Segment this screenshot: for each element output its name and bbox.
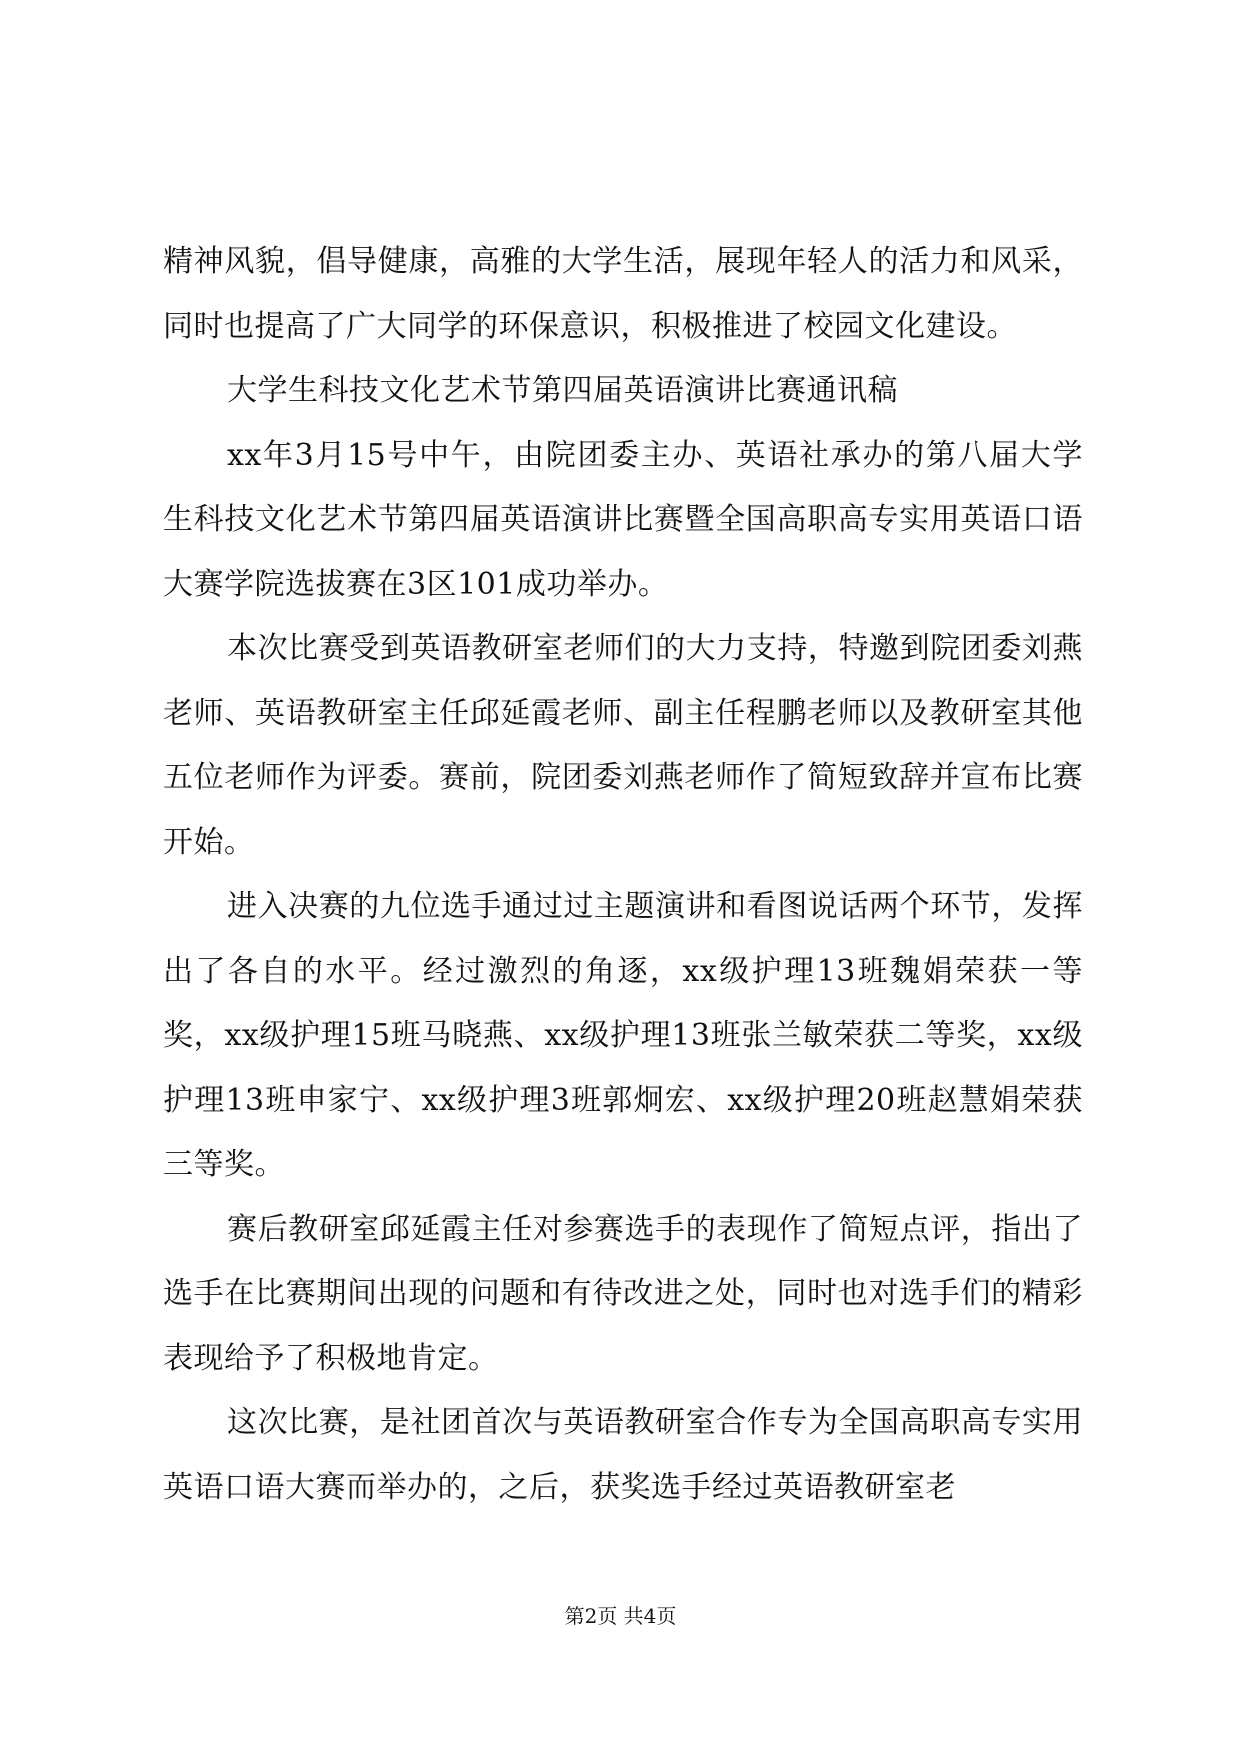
page-number-footer: 第2页 共4页 [564, 1604, 677, 1628]
paragraph-heading: 大学生科技文化艺术节第四届英语演讲比赛通讯稿 [227, 373, 898, 408]
paragraph-judges: 本次比赛受到英语教研室老师们的大力支持，特邀到院团委刘燕老师、英语教研室主任邱延霞老师、副主任程鹏老师以及教研室其他五位老师作为评委。赛前，院团委刘燕老师作了简短致辞并宣布比赛开始。 [163, 631, 1083, 860]
paragraph-review: 赛后教研室邱延霞主任对参赛选手的表现作了简短点评，指出了选手在比赛期间出现的问题和有待改进之处，同时也对选手们的精彩表现给予了积极地肯定。 [163, 1211, 1083, 1376]
paragraph-intro: xx年3月15号中午，由院团委主办、英语社承办的第八届大学生科技文化艺术节第四届英语演讲比赛暨全国高职高专实用英语口语大赛学院选拔赛在3区101成功举办。 [163, 437, 1083, 602]
paragraph-results: 进入决赛的九位选手通过过主题演讲和看图说话两个环节，发挥出了各自的水平。经过激烈的角逐，xx级护理13班魏娟荣获一等奖，xx级护理15班马晓燕、xx级护理13班张兰敏荣获二等奖，xx级护理13班申家宁、xx级护理3班郭炯宏、xx级护理20班赵慧娟荣获三等奖。 [163, 889, 1083, 1182]
paragraph-continuation: 精神风貌，倡导健康，高雅的大学生活，展现年轻人的活力和风采，同时也提高了广大同学的环保意识，积极推进了校园文化建设。 [163, 244, 1083, 344]
document-body [163, 230, 1083, 1520]
paragraph-closing: 这次比赛，是社团首次与英语教研室合作专为全国高职高专实用英语口语大赛而举办的，之后，获奖选手经过英语教研室老 [163, 1405, 1083, 1505]
